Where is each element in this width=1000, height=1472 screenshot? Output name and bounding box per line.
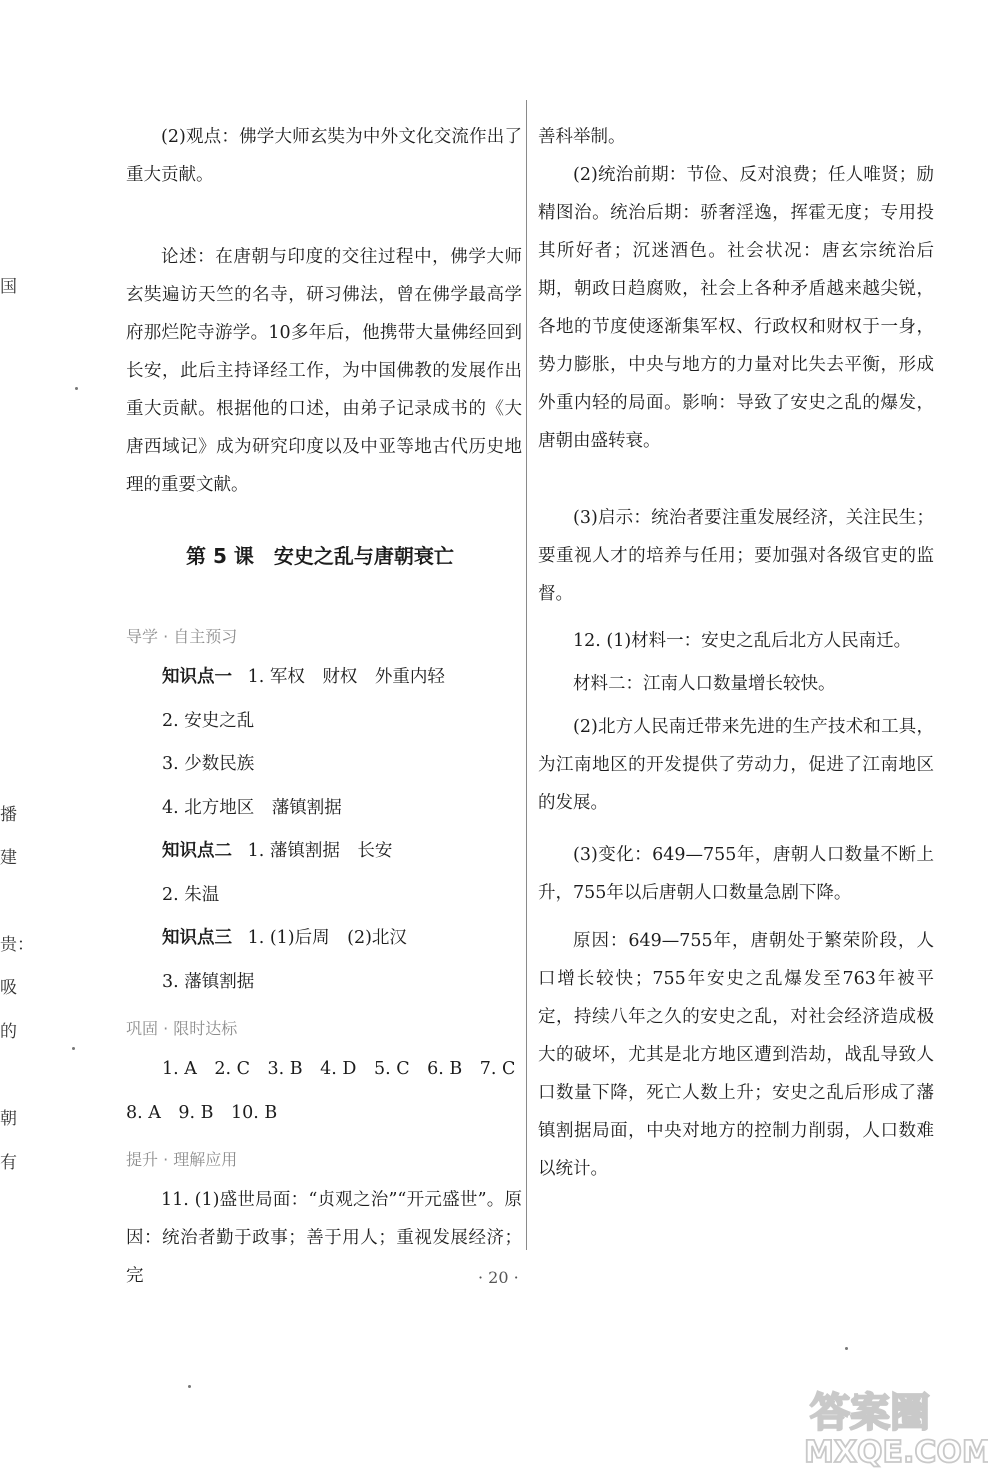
watermark-logo <box>788 1378 988 1468</box>
answer-line: 4. 北方地区 藩镇割据 <box>162 798 342 818</box>
q11-part3-paragraph: (3)启示：统治者要注重发展经济，关注民生；要重视人才的培养与任用；要加强对各级官吏的监督。 <box>538 508 934 604</box>
watermark-text-cn: 答案圈 <box>810 1390 930 1436</box>
question-11-paragraph: 11. (1)盛世局面：“贞观之治”“开元盛世”。原因：统治者勤于政事；善于用人；重视发展经济；完 <box>126 1190 522 1286</box>
knowledge-point-1-row <box>162 658 445 696</box>
knowledge-point-label: 知识点二 <box>162 841 232 861</box>
bleed-char: 国 <box>0 277 17 297</box>
bleed-char: 贵： <box>0 935 34 955</box>
section-heading-apply: 提升 · 理解应用 <box>126 1150 238 1169</box>
knowledge-point-label: 知识点三 <box>162 928 232 948</box>
q12-part1-material1: 12. (1)材料一：安史之乱后北方人民南迁。 <box>573 631 912 651</box>
section-heading-practice: 巩固 · 限时达标 <box>126 1019 238 1038</box>
scan-speck <box>188 1385 191 1388</box>
q12-part3-change: (3)变化：649—755年，唐朝人口数量不断上升，755年以后唐朝人口数量急剧下降。 <box>538 845 934 903</box>
q11-continuation: 善科举制。 <box>538 127 626 147</box>
q11-part2-paragraph: (2)统治前期：节俭、反对浪费；任人唯贤；励精图治。统治后期：骄奢淫逸，挥霍无度；专用投其所好者；沉迷酒色。社会状况：唐玄宗统治后期，朝政日趋腐败，社会上各种矛盾越来越尖锐，各地的节度使逐渐集军权、行政权和财权于一身，势力膨胀，中央与地方的力量对比失去平衡，形成外重内轻的局面。影响：导致了安史之乱的爆发，唐朝由盛转衰。 <box>538 165 934 451</box>
bleed-char: 有 <box>0 1153 17 1173</box>
q12-part3-reason: 原因：649—755年，唐朝处于繁荣阶段，人口增长较快；755年安史之乱爆发至763年被平定，持续八年之久的安史之乱，对社会经济造成极大的破坏，尤其是北方地区遭到浩劫，战乱导致人口数量下降，死亡人数上升；安史之乱后形成了藩镇割据局面，中央对地方的控制力削弱，人口数难以统计。 <box>538 931 934 1179</box>
scan-speck <box>72 1047 75 1050</box>
knowledge-point-label: 知识点一 <box>162 667 232 687</box>
bleed-char: 的 <box>0 1022 17 1042</box>
knowledge-point-answer: 1. 藩镇割据 长安 <box>247 841 393 861</box>
section-heading-preview: 导学 · 自主预习 <box>126 627 238 646</box>
q12-part2-paragraph: (2)北方人民南迁带来先进的生产技术和工具，为江南地区的开发提供了劳动力，促进了江南地区的发展。 <box>538 717 934 813</box>
argument-paragraph: 论述：在唐朝与印度的交往过程中，佛学大师玄奘遍访天竺的名寺，研习佛法，曾在佛学最高学府那烂陀寺游学。10多年后，他携带大量佛经回到长安，此后主持译经工作，为中国佛教的发展作出重大贡献。根据他的口述，由弟子记录成书的《大唐西域记》成为研究印度以及中亚等地古代历史地理的重要文献。 <box>126 247 522 495</box>
answer-line: 3. 少数民族 <box>162 754 255 774</box>
knowledge-point-answer: 1. (1)后周 (2)北汉 <box>247 928 407 948</box>
multiple-choice-answers-row: 1. A 2. C 3. B 4. D 5. C 6. B 7. C <box>162 1059 516 1079</box>
viewpoint-paragraph: (2)观点：佛学大师玄奘为中外文化交流作出了重大贡献。 <box>126 127 522 185</box>
watermark-text-url: MXQE.COM <box>804 1435 988 1468</box>
answer-line: 2. 安史之乱 <box>162 711 255 731</box>
bleed-char: 建 <box>0 848 17 868</box>
knowledge-point-3-row <box>162 919 407 957</box>
answer-line: 3. 藩镇割据 <box>162 972 255 992</box>
knowledge-point-2-row <box>162 832 392 870</box>
bleed-char: 吸 <box>0 978 17 998</box>
column-divider <box>526 100 527 1250</box>
scan-speck <box>845 1347 848 1350</box>
scan-speck <box>75 387 78 390</box>
knowledge-point-answer: 1. 军权 财权 外重内轻 <box>247 667 445 687</box>
bleed-char: 播 <box>0 805 17 825</box>
bleed-char: 朝 <box>0 1109 17 1129</box>
answer-line: 2. 朱温 <box>162 885 220 905</box>
lesson-title: 第 5 课 安史之乱与唐朝衰亡 <box>186 544 454 568</box>
q12-part1-material2: 材料二：江南人口数量增长较快。 <box>573 674 836 694</box>
page-number: · 20 · <box>478 1268 519 1287</box>
multiple-choice-answers-row: 8. A 9. B 10. B <box>126 1103 278 1123</box>
